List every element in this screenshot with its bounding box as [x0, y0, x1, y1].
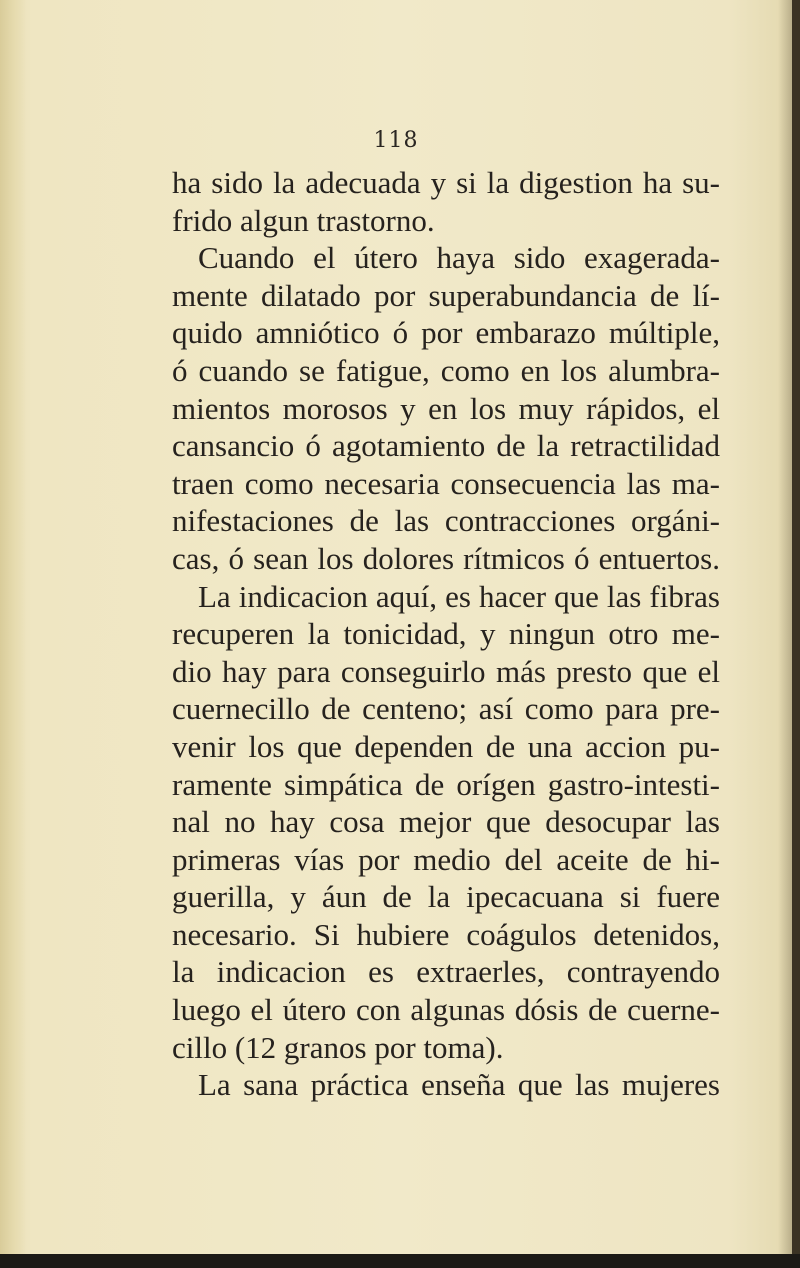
text-line: quido amniótico ó por embarazo múltiple,: [172, 315, 720, 351]
text-line: la indicacion es extraerles, contrayendo: [172, 954, 720, 990]
text-line: necesario. Si hubiere coágulos detenidos,: [172, 916, 720, 952]
text-line: mente dilatado por superabundancia de lí-: [172, 277, 720, 313]
text-line: venir los que dependen de una accion pu-: [172, 728, 720, 764]
text-line: Cuando el útero haya sido exagerada-: [198, 240, 720, 276]
text-line: frido algun trastorno.: [172, 202, 435, 238]
page-right-shadow: [778, 0, 792, 1254]
text-line: guerilla, y áun de la ipecacuana si fuere: [172, 879, 720, 915]
text-line: nal no hay cosa mejor que desocupar las: [172, 804, 720, 840]
text-line: ramente simpática de orígen gastro-intesti-: [172, 766, 720, 802]
text-line: dio hay para conseguirlo más presto que el: [172, 653, 720, 689]
scan-bottom-border: [0, 1254, 800, 1268]
text-line: luego el útero con algunas dósis de cuerne-: [172, 992, 720, 1028]
scan-right-border: [792, 0, 800, 1268]
text-line: recuperen la tonicidad, y ningun otro me-: [172, 616, 720, 652]
page-number: 118: [373, 128, 419, 153]
text-line: cuernecillo de centeno; así como para pre-: [172, 691, 720, 727]
text-line: mientos morosos y en los muy rápidos, el: [172, 390, 720, 426]
text-line: cansancio ó agotamiento de la retractilidad: [172, 428, 720, 464]
text-line: nifestaciones de las contracciones orgáni-: [172, 503, 720, 539]
text-line: primeras vías por medio del aceite de hi-: [172, 841, 720, 877]
text-line: ha sido la adecuada y si la digestion ha su-: [172, 165, 720, 200]
text-line: cillo (12 granos por toma).: [172, 1029, 504, 1065]
body-text: [172, 164, 720, 1104]
text-line: cas, ó sean los dolores rítmicos ó entuertos.: [172, 540, 720, 576]
text-line: La indicacion aquí, es hacer que las fibras: [198, 578, 720, 614]
page-left-edge: [0, 0, 26, 1254]
text-line: La sana práctica enseña que las mujeres: [198, 1067, 720, 1103]
text-line: ó cuando se fatigue, como en los alumbra-: [172, 352, 720, 388]
text-line: traen como necesaria consecuencia las ma-: [172, 465, 720, 501]
